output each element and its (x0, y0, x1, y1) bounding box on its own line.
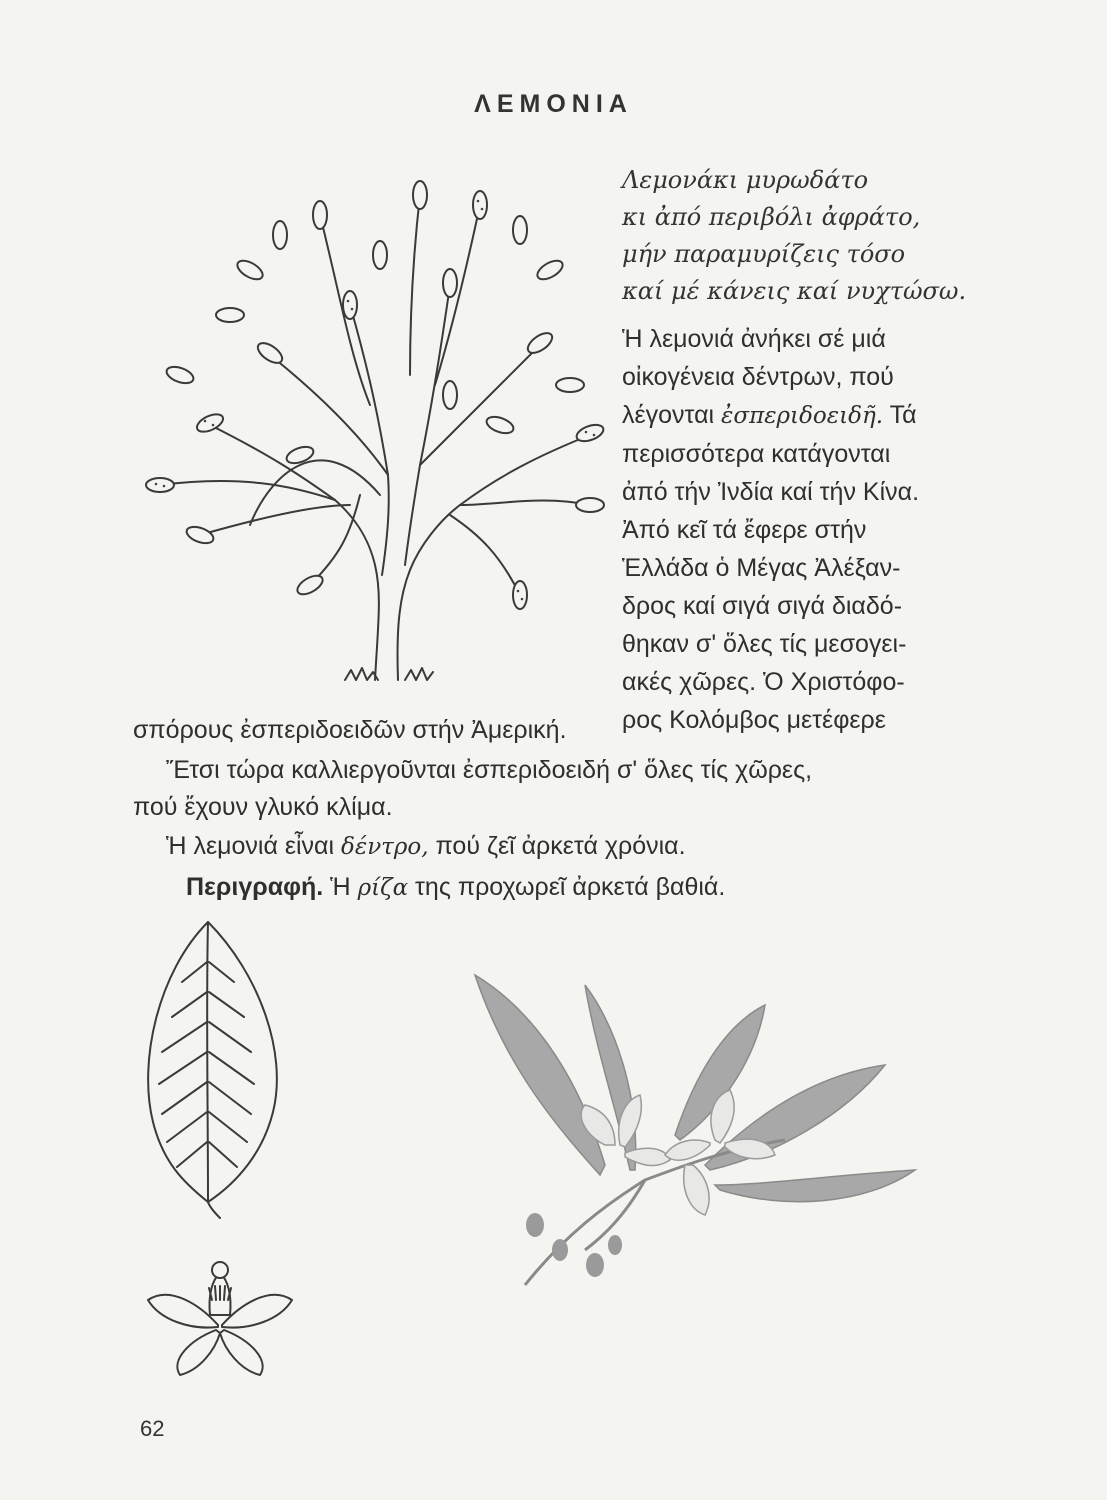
flower-illustration (140, 1255, 300, 1385)
text-line: ἀπό τήν Ἰνδία καί τήν Κίνα. (622, 478, 920, 506)
lemon-blossom-illustration (465, 965, 955, 1295)
text-line: δρος καί σιγά σιγά διαδό- (622, 592, 903, 620)
text-line: Ἔτσι τώρα καλλιεργοῦνται ἐσπεριδοειδή σ' ὅλες τίς χῶρες, (166, 756, 813, 784)
poem-line: καί μέ κάνεις καί νυχτώσω. (622, 277, 967, 305)
poem-line: Λεμονάκι μυρωδάτο (622, 166, 869, 194)
text-line: Ἡ λεμονιά εἶναι δέντρο, πού ζεῖ ἀρκετά χρόνια. (166, 832, 686, 860)
text-line: Ἑλλάδα ὁ Μέγας Ἀλέξαν- (622, 554, 901, 582)
poem-line: κι ἀπό περιβόλι ἀφράτο, (622, 203, 921, 231)
page-number: 62 (140, 1416, 165, 1441)
description-line: Περιγραφή. Ἡ ρίζα της προχωρεῖ ἀρκετά βαθιά. (186, 873, 726, 901)
poem-line: μήν παραμυρίζεις τόσο (622, 240, 906, 268)
emphasis: ρίζα (357, 875, 409, 901)
lemon-tree-illustration (120, 175, 620, 695)
emphasis: ἐσπεριδοειδῆ. (721, 403, 884, 429)
right-column-text (622, 320, 988, 739)
text-line: ακές χῶρες. Ὁ Χριστόφο- (622, 668, 905, 696)
leaf-illustration (138, 912, 308, 1222)
text-line: σπόρους ἐσπεριδοειδῶν στήν Ἀμερική. (133, 716, 567, 744)
text-line: Ἡ λεμονιά ἀνήκει σέ μιά (622, 325, 886, 353)
text-line: λέγονται ἐσπεριδοειδῆ. Τά (622, 401, 917, 429)
page-title: ΛΕΜΟΝΙΑ (474, 90, 633, 118)
text-line: Ἀπό κεῖ τά ἔφερε στήν (622, 516, 867, 544)
emphasis: δέντρο, (341, 834, 429, 860)
poem (622, 162, 966, 310)
text-line: πού ἔχουν γλυκό κλίμα. (133, 793, 393, 821)
text-line: οἰκογένεια δέντρων, πού (622, 363, 894, 391)
text-line: ρος Κολόμβος μετέφερε (622, 706, 886, 734)
text-line: θηκαν σ' ὅλες τίς μεσογει- (622, 630, 907, 658)
text-line: περισσότερα κατάγονται (622, 440, 891, 468)
section-label: Περιγραφή. (186, 873, 324, 901)
